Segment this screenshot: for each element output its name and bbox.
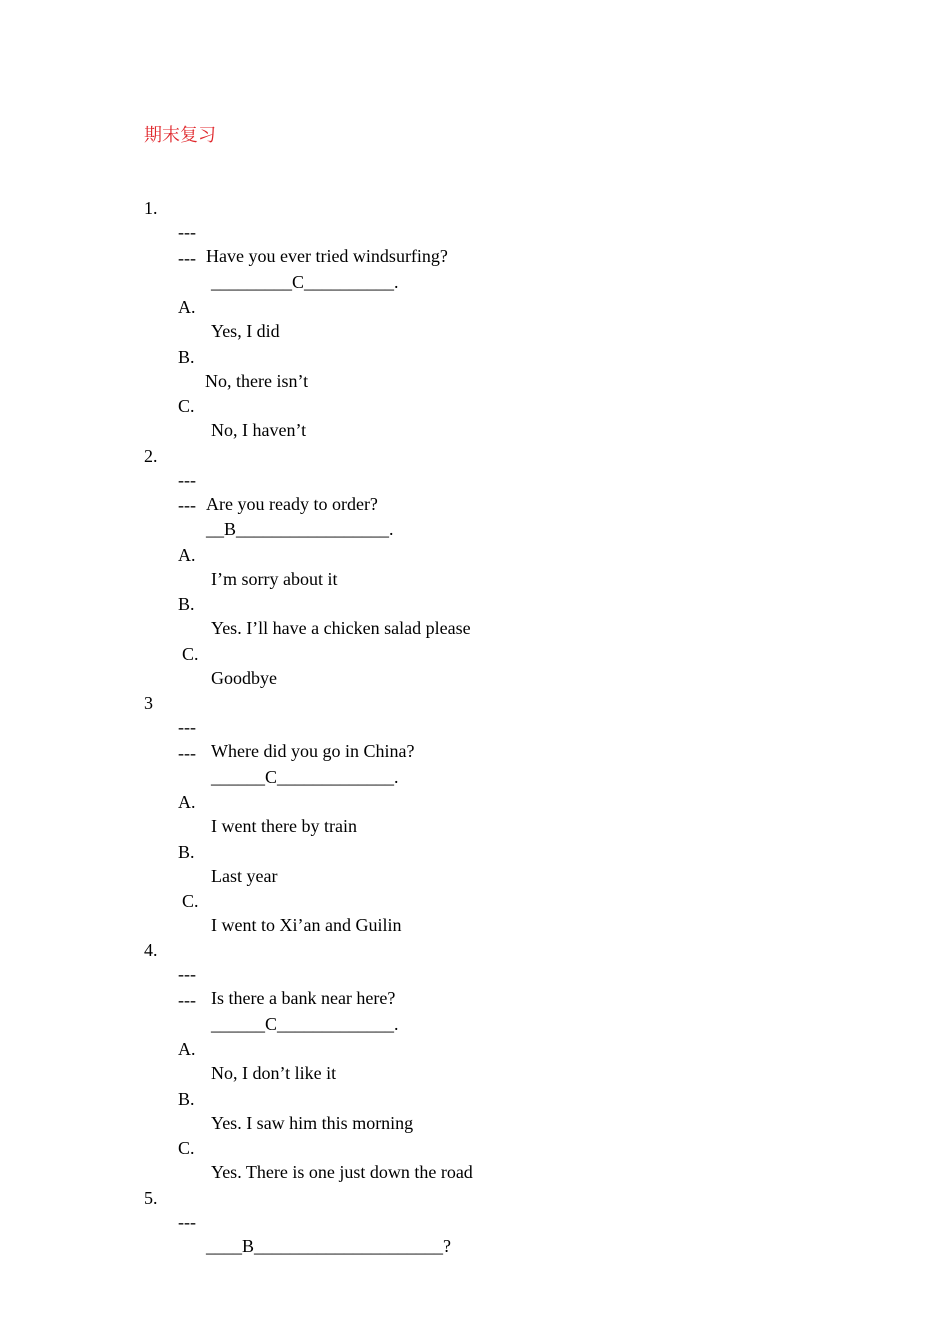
option-text: No, I don’t like it <box>211 1063 337 1083</box>
option-letter: C. <box>182 644 199 664</box>
question-number: 4. <box>144 940 158 960</box>
question-number: 3 <box>144 693 153 713</box>
answer-dash: --- <box>178 990 196 1010</box>
option-text: Yes, I did <box>211 321 280 341</box>
option-letter: A. <box>178 545 196 565</box>
answer-dash: --- <box>178 743 196 763</box>
question-prompt: Where did you go in China? <box>211 741 415 761</box>
question-number: 1. <box>144 198 158 218</box>
option-text: Yes. I’ll have a chicken salad please <box>211 618 471 638</box>
option-text: Yes. I saw him this morning <box>211 1113 414 1133</box>
option-text: I’m sorry about it <box>211 569 338 589</box>
option-letter: C. <box>178 396 195 416</box>
option-text: Yes. There is one just down the road <box>211 1162 473 1182</box>
option-text: Goodbye <box>211 668 277 688</box>
option-letter: A. <box>178 1039 196 1059</box>
question-number: 2. <box>144 446 158 466</box>
option-letter: B. <box>178 347 195 367</box>
option-letter: B. <box>178 842 195 862</box>
option-letter: B. <box>178 1089 195 1109</box>
answer-blank: ______C_____________. <box>211 767 399 787</box>
answer-blank: _________C__________. <box>211 272 399 292</box>
question-prompt: Are you ready to order? <box>206 494 378 514</box>
option-letter: A. <box>178 297 196 317</box>
answer-blank: ______C_____________. <box>211 1014 399 1034</box>
option-text: No, I haven’t <box>211 420 307 440</box>
prompt-dash: --- <box>178 964 196 984</box>
prompt-dash: --- <box>178 1212 196 1232</box>
option-text: No, there isn’t <box>205 371 309 391</box>
prompt-dash: --- <box>178 717 196 737</box>
answer-dash: --- <box>178 495 196 515</box>
question-number: 5. <box>144 1188 158 1208</box>
option-text: I went there by train <box>211 816 357 836</box>
answer-dash: --- <box>178 248 196 268</box>
document-title: 期末复习 <box>144 125 216 146</box>
option-text: I went to Xi’an and Guilin <box>211 915 402 935</box>
prompt-dash: --- <box>178 222 196 242</box>
question-prompt: Is there a bank near here? <box>211 988 396 1008</box>
prompt-dash: --- <box>178 470 196 490</box>
option-letter: C. <box>178 1138 195 1158</box>
option-letter: C. <box>182 891 199 911</box>
option-letter: B. <box>178 594 195 614</box>
option-letter: A. <box>178 792 196 812</box>
option-text: Last year <box>211 866 278 886</box>
answer-blank: ____B_____________________? <box>206 1236 451 1256</box>
answer-blank: __B_________________. <box>206 519 394 539</box>
question-prompt: Have you ever tried windsurfing? <box>206 246 448 266</box>
